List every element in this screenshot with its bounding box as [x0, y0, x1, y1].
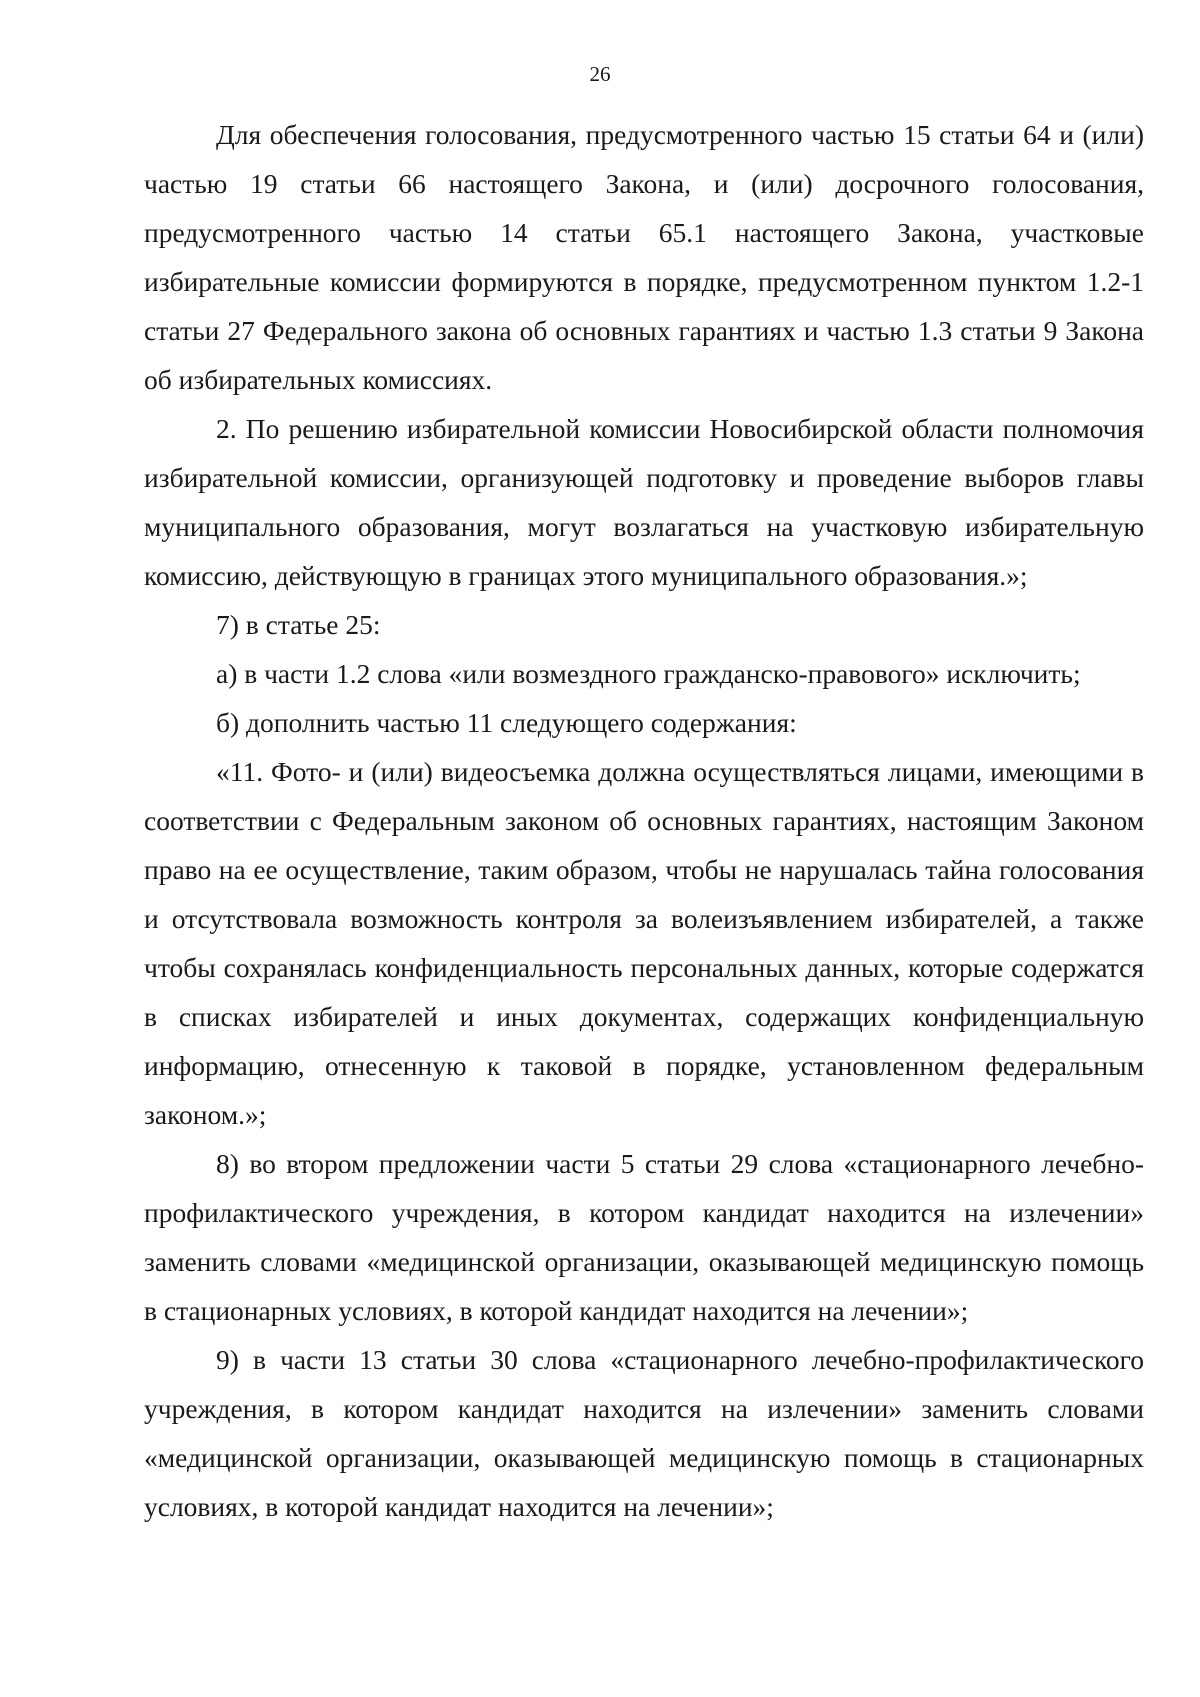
paragraph-item-7a: а) в части 1.2 слова «или возмездного гражданско-правового» исключить; [216, 658, 1081, 689]
document-body [144, 110, 1144, 1531]
paragraph-polling-stations: Для обеспечения голосования, предусмотренного частью 15 статьи 64 и (или) частью 19 статьи 66 настоящего Закона, и (или) досрочного голосования, предусмотренного частью 14 статьи 65.1 настоящего Закона, участковые избирательные комиссии формируются в порядке, предусмотренном пунктом 1.2-1 статьи 27 Федерального закона об основных гарантиях и частью 1.3 статьи 9 Закона об избирательных комиссиях. [144, 119, 1144, 395]
paragraph-item-9: 9) в части 13 статьи 30 слова «стационарного лечебно-профилактического учреждения, в котором кандидат находится на излечении» заменить словами «медицинской организации, оказывающей медицинскую помощь в стационарных условиях, в которой кандидат находится на лечении»; [144, 1344, 1144, 1522]
paragraph-item-7b: б) дополнить частью 11 следующего содержания: [216, 707, 797, 738]
paragraph-part-11: «11. Фото- и (или) видеосъемка должна осуществляться лицами, имеющими в соответствии с Федеральным законом об основных гарантиях, настоящим Законом право на ее осуществление, таким образом, чтобы не нарушалась тайна голосования и отсутствовала возможность контроля за волеизъявлением избирателей, а также чтобы сохранялась конфиденциальность персональных данных, которые содержатся в списках избирателей и иных документах, содержащих конфиденциальную информацию, отнесенную к таковой в порядке, установленном федеральным законом.»; [144, 756, 1144, 1130]
paragraph-clause-2: 2. По решению избирательной комиссии Новосибирской области полномочия избирательной комиссии, организующей подготовку и проведение выборов главы муниципального образования, могут возлагаться на участковую избирательную комиссию, действующую в границах этого муниципального образования.»; [144, 413, 1144, 591]
paragraph-item-8: 8) во втором предложении части 5 статьи 29 слова «стационарного лечебно-профилактического учреждения, в котором кандидат находится на излечении» заменить словами «медицинской организации, оказывающей медицинскую помощь в стационарных условиях, в которой кандидат находится на лечении»; [144, 1148, 1144, 1326]
paragraph-item-7: 7) в статье 25: [216, 609, 381, 640]
page-number: 26 [589, 62, 611, 86]
